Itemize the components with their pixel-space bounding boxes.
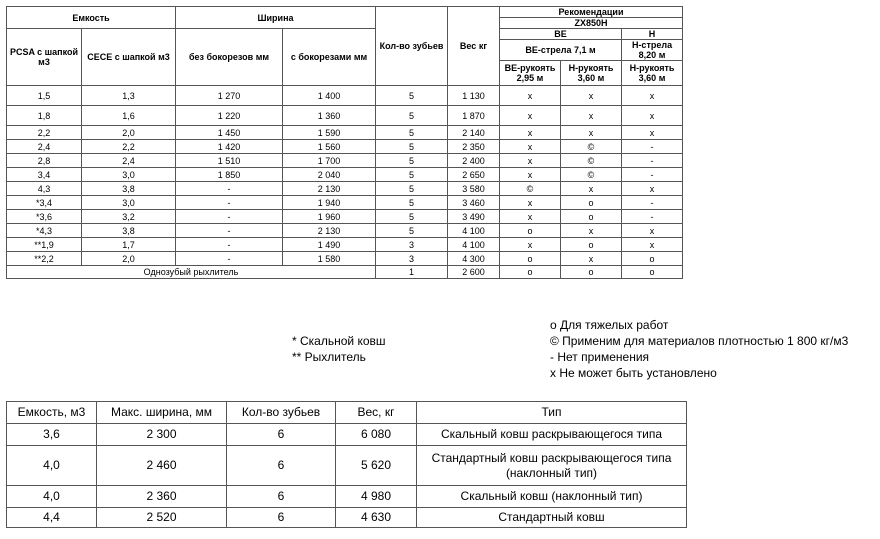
cell-be-arm: o xyxy=(500,266,561,279)
cell-width-with-cutters: 2 130 xyxy=(283,224,376,238)
cell-pcsa: 1,5 xyxy=(7,86,82,106)
header-capacity: Емкость xyxy=(7,7,176,29)
cell-width-with-cutters: 1 700 xyxy=(283,154,376,168)
table-row xyxy=(7,126,683,140)
legend-right xyxy=(550,317,848,381)
ripper-label: Однозубый рыхлитель xyxy=(7,266,376,279)
cell-width-with-cutters: 2 130 xyxy=(283,182,376,196)
cell-weight: 1 870 xyxy=(448,106,500,126)
table-row xyxy=(7,508,687,528)
cell-h-arm-1: x xyxy=(561,252,622,266)
cell-capacity: 3,6 xyxy=(7,424,97,446)
cell-width-with-cutters: 1 360 xyxy=(283,106,376,126)
cell-type: Стандартный ковш раскрывающегося типа (наклонный тип) xyxy=(417,446,687,486)
cell-pcsa: 4,3 xyxy=(7,182,82,196)
cell-width-with-cutters: 1 580 xyxy=(283,252,376,266)
cell-h-arm-2: x xyxy=(622,106,683,126)
cell-teeth: 6 xyxy=(227,424,336,446)
cell-h-arm-1: x xyxy=(561,126,622,140)
cell-width-no-cutters: - xyxy=(176,238,283,252)
cell-h-arm-1: © xyxy=(561,168,622,182)
cell-be-arm: x xyxy=(500,86,561,106)
cell-h-arm-1: o xyxy=(561,238,622,252)
cell-type: Стандартный ковш xyxy=(417,508,687,528)
legend-item: * Скальной ковш xyxy=(292,334,386,348)
table-row xyxy=(7,196,683,210)
cell-teeth: 3 xyxy=(376,238,448,252)
cell-pcsa: **2,2 xyxy=(7,252,82,266)
cell-teeth: 6 xyxy=(227,446,336,486)
cell-teeth: 5 xyxy=(376,106,448,126)
cell-pcsa: **1,9 xyxy=(7,238,82,252)
header-teeth: Кол-во зубьев xyxy=(227,402,336,424)
cell-pcsa: 3,4 xyxy=(7,168,82,182)
cell-cece: 2,0 xyxy=(82,252,176,266)
cell-capacity: 4,4 xyxy=(7,508,97,528)
cell-cece: 2,4 xyxy=(82,154,176,168)
cell-h-arm-2: o xyxy=(622,266,683,279)
table-row xyxy=(7,486,687,508)
cell-width-no-cutters: 1 420 xyxy=(176,140,283,154)
legend-item: o Для тяжелых работ xyxy=(550,318,669,332)
cell-weight: 1 130 xyxy=(448,86,500,106)
header-width: Ширина xyxy=(176,7,376,29)
cell-cece: 3,0 xyxy=(82,196,176,210)
cell-width-with-cutters: 1 960 xyxy=(283,210,376,224)
cell-weight: 4 100 xyxy=(448,238,500,252)
cell-width-with-cutters: 1 560 xyxy=(283,140,376,154)
cell-teeth: 5 xyxy=(376,210,448,224)
cell-be-arm: x xyxy=(500,210,561,224)
header-recommendations: Рекомендации xyxy=(500,7,683,18)
header-capacity: Емкость, м3 xyxy=(7,402,97,424)
table-row xyxy=(7,424,687,446)
cell-weight: 4 100 xyxy=(448,224,500,238)
cell-width-no-cutters: - xyxy=(176,196,283,210)
cell-cece: 1,3 xyxy=(82,86,176,106)
cell-teeth: 5 xyxy=(376,140,448,154)
table-row xyxy=(7,238,683,252)
cell-teeth: 5 xyxy=(376,168,448,182)
cell-teeth: 5 xyxy=(376,224,448,238)
legend-item: x Не может быть установлено xyxy=(550,366,717,380)
cell-teeth: 3 xyxy=(376,252,448,266)
header-pcsa: PCSA с шапкой м3 xyxy=(7,29,82,86)
legend-left xyxy=(292,333,386,365)
header-max-width: Макс. ширина, мм xyxy=(97,402,227,424)
cell-weight: 3 490 xyxy=(448,210,500,224)
header-model: ZX850H xyxy=(500,18,683,29)
cell-width-no-cutters: - xyxy=(176,252,283,266)
table-row xyxy=(7,154,683,168)
header-weight: Вес, кг xyxy=(336,402,417,424)
cell-weight: 5 620 xyxy=(336,446,417,486)
cell-pcsa: *3,4 xyxy=(7,196,82,210)
cell-capacity: 4,0 xyxy=(7,486,97,508)
cell-cece: 3,8 xyxy=(82,224,176,238)
cell-max-width: 2 460 xyxy=(97,446,227,486)
table-row xyxy=(7,86,683,106)
cell-h-arm-2: x xyxy=(622,126,683,140)
cell-h-arm-1: x xyxy=(561,182,622,196)
cell-width-no-cutters: 1 850 xyxy=(176,168,283,182)
second-table-body xyxy=(7,424,687,528)
cell-cece: 1,7 xyxy=(82,238,176,252)
header-be-arm: BE-рукоять 2,95 м xyxy=(500,61,561,86)
legend-item: - Нет применения xyxy=(550,350,650,364)
cell-teeth: 5 xyxy=(376,196,448,210)
header-be: BE xyxy=(500,29,622,40)
cell-h-arm-1: x xyxy=(561,224,622,238)
cell-type: Скальный ковш раскрывающегося типа xyxy=(417,424,687,446)
table-row xyxy=(7,224,683,238)
cell-be-arm: o xyxy=(500,252,561,266)
cell-weight: 4 980 xyxy=(336,486,417,508)
cell-width-no-cutters: 1 270 xyxy=(176,86,283,106)
table-row xyxy=(7,140,683,154)
cell-h-arm-1: © xyxy=(561,140,622,154)
cell-be-arm: x xyxy=(500,168,561,182)
cell-h-arm-2: - xyxy=(622,168,683,182)
cell-be-arm: x xyxy=(500,154,561,168)
cell-weight: 2 350 xyxy=(448,140,500,154)
cell-width-with-cutters: 1 940 xyxy=(283,196,376,210)
header-be-boom: BE-стрела 7,1 м xyxy=(500,40,622,61)
cell-width-no-cutters: 1 510 xyxy=(176,154,283,168)
table-row xyxy=(7,446,687,486)
header-with-cutters: с бокорезами мм xyxy=(283,29,376,86)
cell-h-arm-1: x xyxy=(561,106,622,126)
header-cece: CECE с шапкой м3 xyxy=(82,29,176,86)
cell-width-with-cutters: 1 400 xyxy=(283,86,376,106)
header-teeth: Кол-во зубьев xyxy=(376,7,448,86)
header-h-boom: H-стрела 8,20 м xyxy=(622,40,683,61)
ripper-row xyxy=(7,266,683,279)
cell-be-arm: x xyxy=(500,140,561,154)
header-no-cutters: без бокорезов мм xyxy=(176,29,283,86)
bucket-types-table xyxy=(6,401,687,528)
cell-pcsa: 2,2 xyxy=(7,126,82,140)
cell-pcsa: *3,6 xyxy=(7,210,82,224)
cell-teeth: 5 xyxy=(376,182,448,196)
cell-be-arm: x xyxy=(500,196,561,210)
cell-pcsa: 2,8 xyxy=(7,154,82,168)
cell-cece: 2,0 xyxy=(82,126,176,140)
cell-weight: 2 400 xyxy=(448,154,500,168)
cell-be-arm: x xyxy=(500,238,561,252)
cell-pcsa: *4,3 xyxy=(7,224,82,238)
cell-capacity: 4,0 xyxy=(7,446,97,486)
cell-h-arm-1: x xyxy=(561,86,622,106)
cell-width-no-cutters: 1 220 xyxy=(176,106,283,126)
cell-weight: 3 460 xyxy=(448,196,500,210)
cell-be-arm: © xyxy=(500,182,561,196)
cell-weight: 6 080 xyxy=(336,424,417,446)
header-type: Тип xyxy=(417,402,687,424)
cell-h-arm-2: x xyxy=(622,182,683,196)
cell-weight: 4 300 xyxy=(448,252,500,266)
header-h-arm-2: H-рукоять 3,60 м xyxy=(622,61,683,86)
cell-h-arm-1: o xyxy=(561,196,622,210)
cell-width-no-cutters: - xyxy=(176,182,283,196)
cell-width-no-cutters: - xyxy=(176,224,283,238)
cell-h-arm-2: x xyxy=(622,86,683,106)
cell-cece: 1,6 xyxy=(82,106,176,126)
cell-type: Скальный ковш (наклонный тип) xyxy=(417,486,687,508)
cell-h-arm-1: o xyxy=(561,210,622,224)
header-h-arm-1: H-рукоять 3,60 м xyxy=(561,61,622,86)
cell-teeth: 5 xyxy=(376,126,448,140)
cell-weight: 3 580 xyxy=(448,182,500,196)
cell-width-no-cutters: - xyxy=(176,210,283,224)
cell-width-with-cutters: 2 040 xyxy=(283,168,376,182)
cell-width-with-cutters: 1 590 xyxy=(283,126,376,140)
cell-h-arm-2: x xyxy=(622,238,683,252)
cell-h-arm-1: © xyxy=(561,154,622,168)
cell-width-no-cutters: 1 450 xyxy=(176,126,283,140)
cell-be-arm: o xyxy=(500,224,561,238)
header-h: H xyxy=(622,29,683,40)
cell-h-arm-2: o xyxy=(622,252,683,266)
cell-pcsa: 2,4 xyxy=(7,140,82,154)
legend-item: ** Рыхлитель xyxy=(292,350,366,364)
cell-weight: 4 630 xyxy=(336,508,417,528)
cell-weight: 2 600 xyxy=(448,266,500,279)
cell-cece: 3,8 xyxy=(82,182,176,196)
cell-be-arm: x xyxy=(500,126,561,140)
cell-be-arm: x xyxy=(500,106,561,126)
cell-max-width: 2 520 xyxy=(97,508,227,528)
main-table-body xyxy=(7,86,683,279)
cell-h-arm-2: - xyxy=(622,154,683,168)
cell-weight: 2 650 xyxy=(448,168,500,182)
cell-h-arm-2: x xyxy=(622,224,683,238)
table-row xyxy=(7,210,683,224)
cell-h-arm-1: o xyxy=(561,266,622,279)
header-weight: Вес кг xyxy=(448,7,500,86)
cell-h-arm-2: - xyxy=(622,196,683,210)
cell-pcsa: 1,8 xyxy=(7,106,82,126)
cell-width-with-cutters: 1 490 xyxy=(283,238,376,252)
cell-teeth: 6 xyxy=(227,508,336,528)
cell-cece: 3,0 xyxy=(82,168,176,182)
cell-teeth: 6 xyxy=(227,486,336,508)
cell-max-width: 2 300 xyxy=(97,424,227,446)
table-row xyxy=(7,182,683,196)
table-row xyxy=(7,168,683,182)
legend-item: © Применим для материалов плотностью 1 800 кг/м3 xyxy=(550,334,849,348)
cell-teeth: 5 xyxy=(376,154,448,168)
cell-h-arm-2: - xyxy=(622,140,683,154)
table-row xyxy=(7,106,683,126)
cell-h-arm-2: - xyxy=(622,210,683,224)
bucket-compatibility-table xyxy=(6,6,683,279)
cell-cece: 2,2 xyxy=(82,140,176,154)
cell-weight: 2 140 xyxy=(448,126,500,140)
table-row xyxy=(7,252,683,266)
cell-cece: 3,2 xyxy=(82,210,176,224)
cell-max-width: 2 360 xyxy=(97,486,227,508)
cell-teeth: 1 xyxy=(376,266,448,279)
cell-teeth: 5 xyxy=(376,86,448,106)
